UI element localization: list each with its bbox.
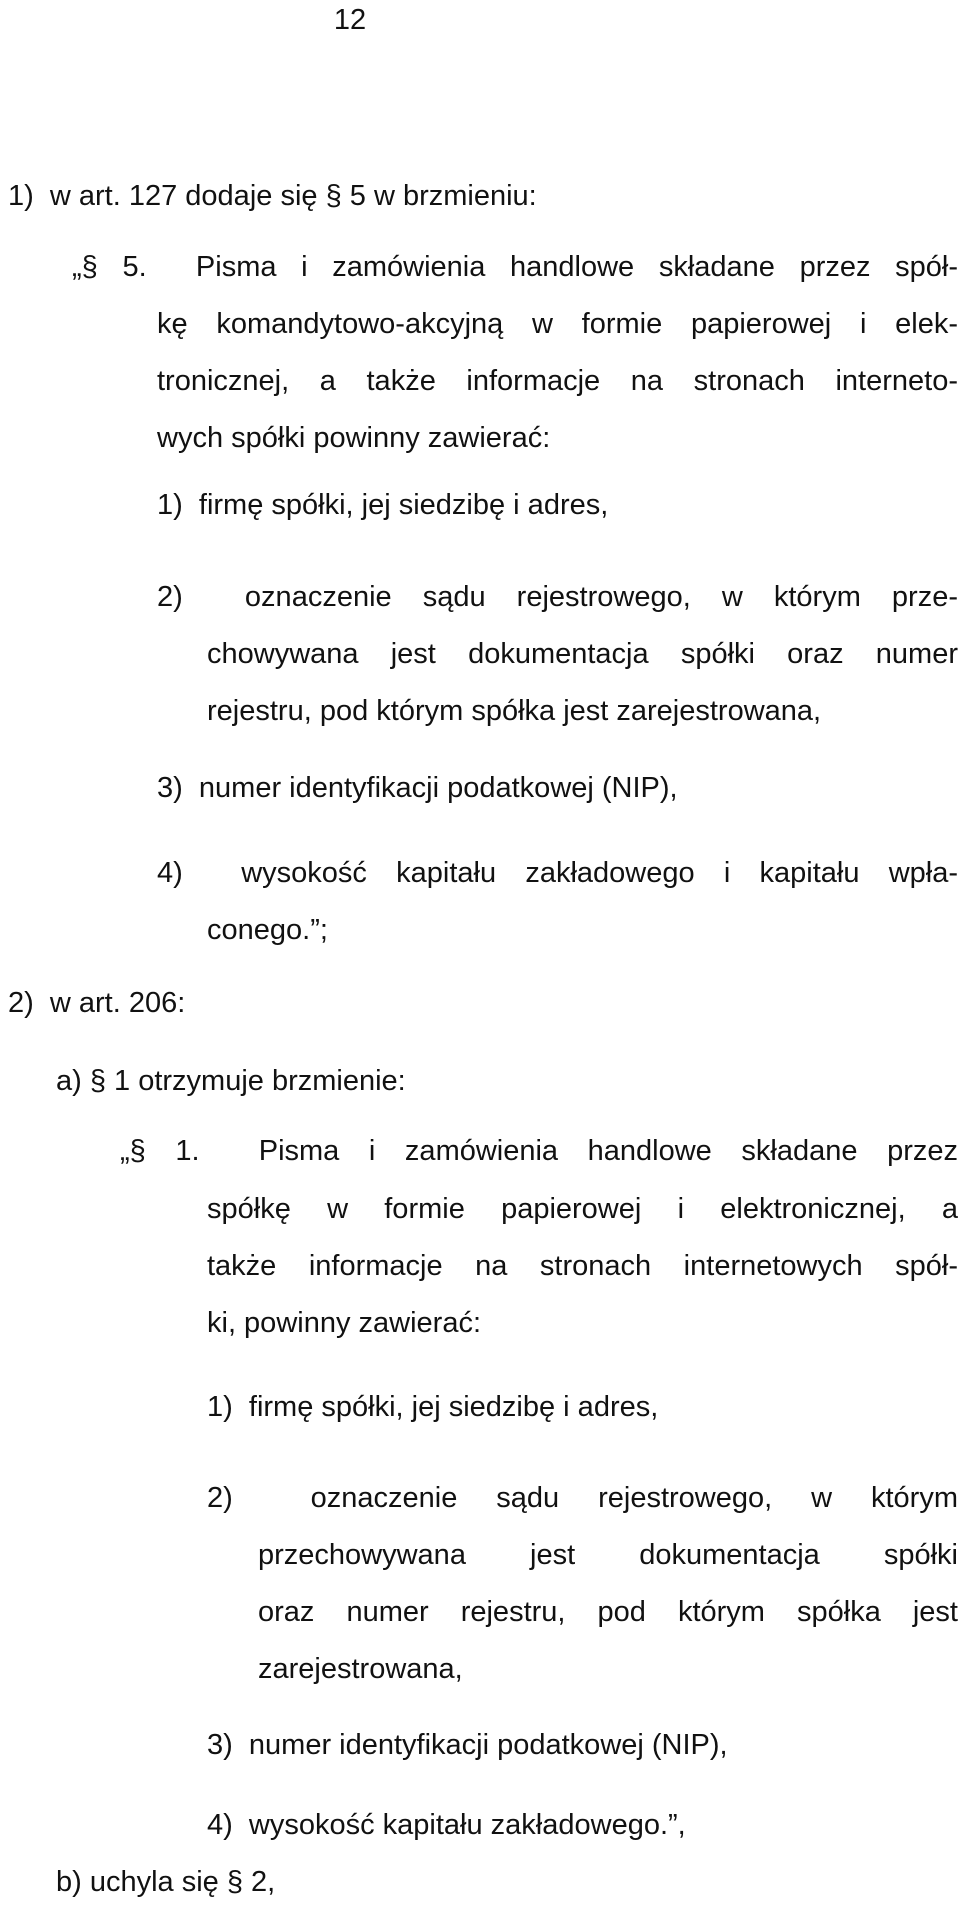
list-item: 1) firmę spółki, jej siedzibę i adres,	[157, 489, 609, 521]
text-line: tronicznej, a także informacje na stronach interneto-	[157, 365, 958, 397]
text-line: „§ 1. Pisma i zamówienia handlowe składane przez	[120, 1135, 958, 1167]
list-item-continuation: rejestru, pod którym spółka jest zarejestrowana,	[207, 695, 822, 727]
sub-point-b-lead: b) uchyla się § 2,	[56, 1866, 276, 1898]
list-item: 1) firmę spółki, jej siedzibę i adres,	[207, 1391, 659, 1423]
text-line: kę komandytowo-akcyjną w formie papierowej i elek-	[157, 308, 958, 340]
list-item: 2) oznaczenie sądu rejestrowego, w którym prze-	[157, 581, 958, 613]
text-line: wych spółki powinny zawierać:	[157, 422, 551, 454]
list-item: 2) oznaczenie sądu rejestrowego, w którym	[207, 1482, 958, 1514]
list-item: 4) wysokość kapitału zakładowego.”,	[207, 1809, 686, 1841]
sub-point-a-lead: a) § 1 otrzymuje brzmienie:	[56, 1065, 406, 1097]
list-item-continuation: przechowywana jest dokumentacja spółki	[258, 1539, 958, 1571]
point-1-lead: 1) w art. 127 dodaje się § 5 w brzmieniu:	[8, 180, 537, 212]
list-item-continuation: zarejestrowana,	[258, 1653, 463, 1685]
text-line: także informacje na stronach internetowych spół-	[207, 1250, 958, 1282]
list-item-continuation: chowywana jest dokumentacja spółki oraz numer	[207, 638, 958, 670]
text-line: „§ 5. Pisma i zamówienia handlowe składane przez spół-	[72, 251, 958, 283]
text-line: spółkę w formie papierowej i elektronicznej, a	[207, 1193, 958, 1225]
list-item: 3) numer identyfikacji podatkowej (NIP),	[207, 1729, 728, 1761]
list-item: 4) wysokość kapitału zakładowego i kapitału wpła-	[157, 857, 958, 889]
text-line: ki, powinny zawierać:	[207, 1307, 481, 1339]
list-item-continuation: conego.”;	[207, 914, 328, 946]
list-item: 3) numer identyfikacji podatkowej (NIP),	[157, 772, 678, 804]
list-item-continuation: oraz numer rejestru, pod którym spółka jest	[258, 1596, 958, 1628]
point-2-lead: 2) w art. 206:	[8, 987, 186, 1019]
page-number: 12	[333, 4, 367, 36]
